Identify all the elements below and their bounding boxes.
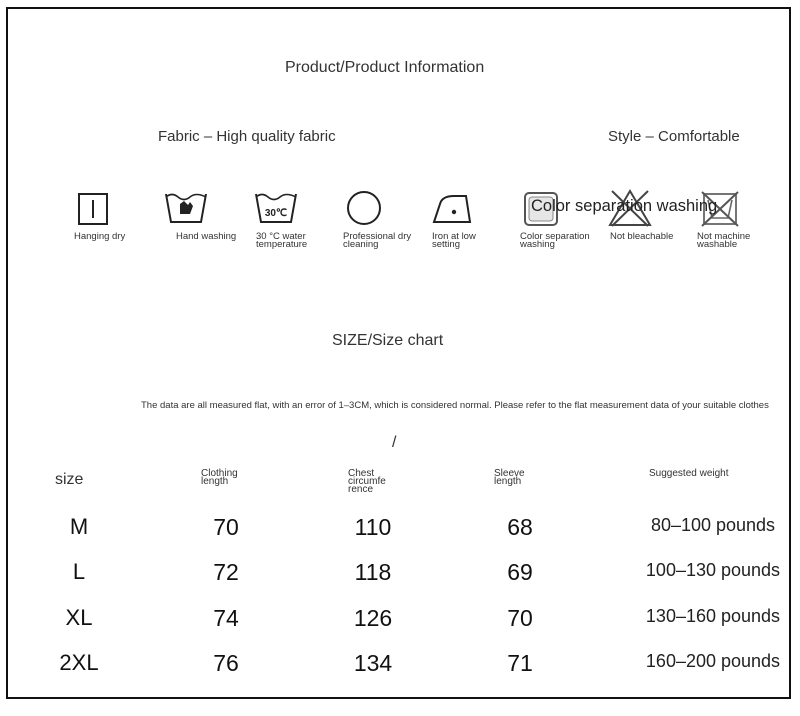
table-cell-weight: 100–130 pounds (645, 560, 781, 580)
iron-low-setting-icon (430, 188, 474, 228)
header-sleeve-length: Sleeve length (494, 468, 525, 487)
care-caption-hanging-dry: Hanging dry (74, 231, 126, 242)
care-caption-water-temperature: 30 °C water temperature (256, 231, 308, 250)
table-cell-clothing-length: 70 (213, 514, 239, 540)
table-cell-clothing-length: 76 (213, 650, 239, 676)
measurement-note: The data are all measured flat, with an error of 1–3CM, which is considered normal. Please refer to the flat measurement data of your suitable clothes (141, 400, 769, 411)
table-cell-chest: 118 (354, 559, 392, 585)
water-temperature-30-icon (254, 188, 298, 228)
care-caption-not-machine-washable: Not machine washable (697, 231, 751, 250)
table-cell-clothing-length: 72 (213, 559, 239, 585)
water-temperature-label: 30℃ (264, 208, 288, 219)
table-cell-weight: 130–160 pounds (645, 606, 781, 626)
size-chart-title: SIZE/Size chart (332, 332, 444, 349)
color-separation-overlay-text: Color separation washing (531, 197, 718, 215)
table-cell-sleeve: 69 (507, 559, 533, 585)
care-caption-hand-washing: Hand washing (176, 231, 237, 242)
table-cell-weight: 80–100 pounds (650, 515, 776, 535)
table-cell-size: L (72, 559, 86, 584)
page-frame (6, 7, 791, 699)
table-cell-sleeve: 68 (507, 514, 533, 540)
care-caption-dry-cleaning: Professional dry cleaning (343, 231, 412, 250)
professional-dry-cleaning-icon (342, 188, 386, 228)
table-cell-chest: 134 (353, 650, 393, 676)
header-suggested-weight: Suggested weight (649, 468, 729, 479)
table-cell-size: XL (65, 605, 93, 630)
table-cell-clothing-length: 74 (213, 605, 239, 631)
header-size: size (55, 471, 84, 488)
table-cell-weight: 160–200 pounds (645, 651, 781, 671)
table-cell-size: M (69, 514, 89, 539)
table-cell-chest: 110 (354, 514, 392, 540)
header-clothing-length: Clothing length (201, 468, 238, 487)
separator-slash: / (392, 434, 397, 451)
style-label: Style – Comfortable (608, 128, 740, 145)
care-caption-not-bleachable: Not bleachable (610, 231, 674, 242)
header-chest-circumference: Chest circumfe rence (348, 468, 386, 495)
table-cell-size: 2XL (59, 650, 99, 675)
hanging-dry-icon (72, 188, 116, 228)
care-caption-color-separation: Color separation washing (520, 231, 590, 250)
table-cell-sleeve: 71 (507, 650, 533, 676)
table-cell-sleeve: 70 (507, 605, 533, 631)
table-cell-chest: 126 (353, 605, 393, 631)
fabric-label: Fabric – High quality fabric (158, 128, 336, 145)
product-info-title: Product/Product Information (285, 59, 485, 76)
hand-washing-icon (164, 188, 208, 228)
care-caption-iron-low: Iron at low setting (432, 231, 476, 250)
